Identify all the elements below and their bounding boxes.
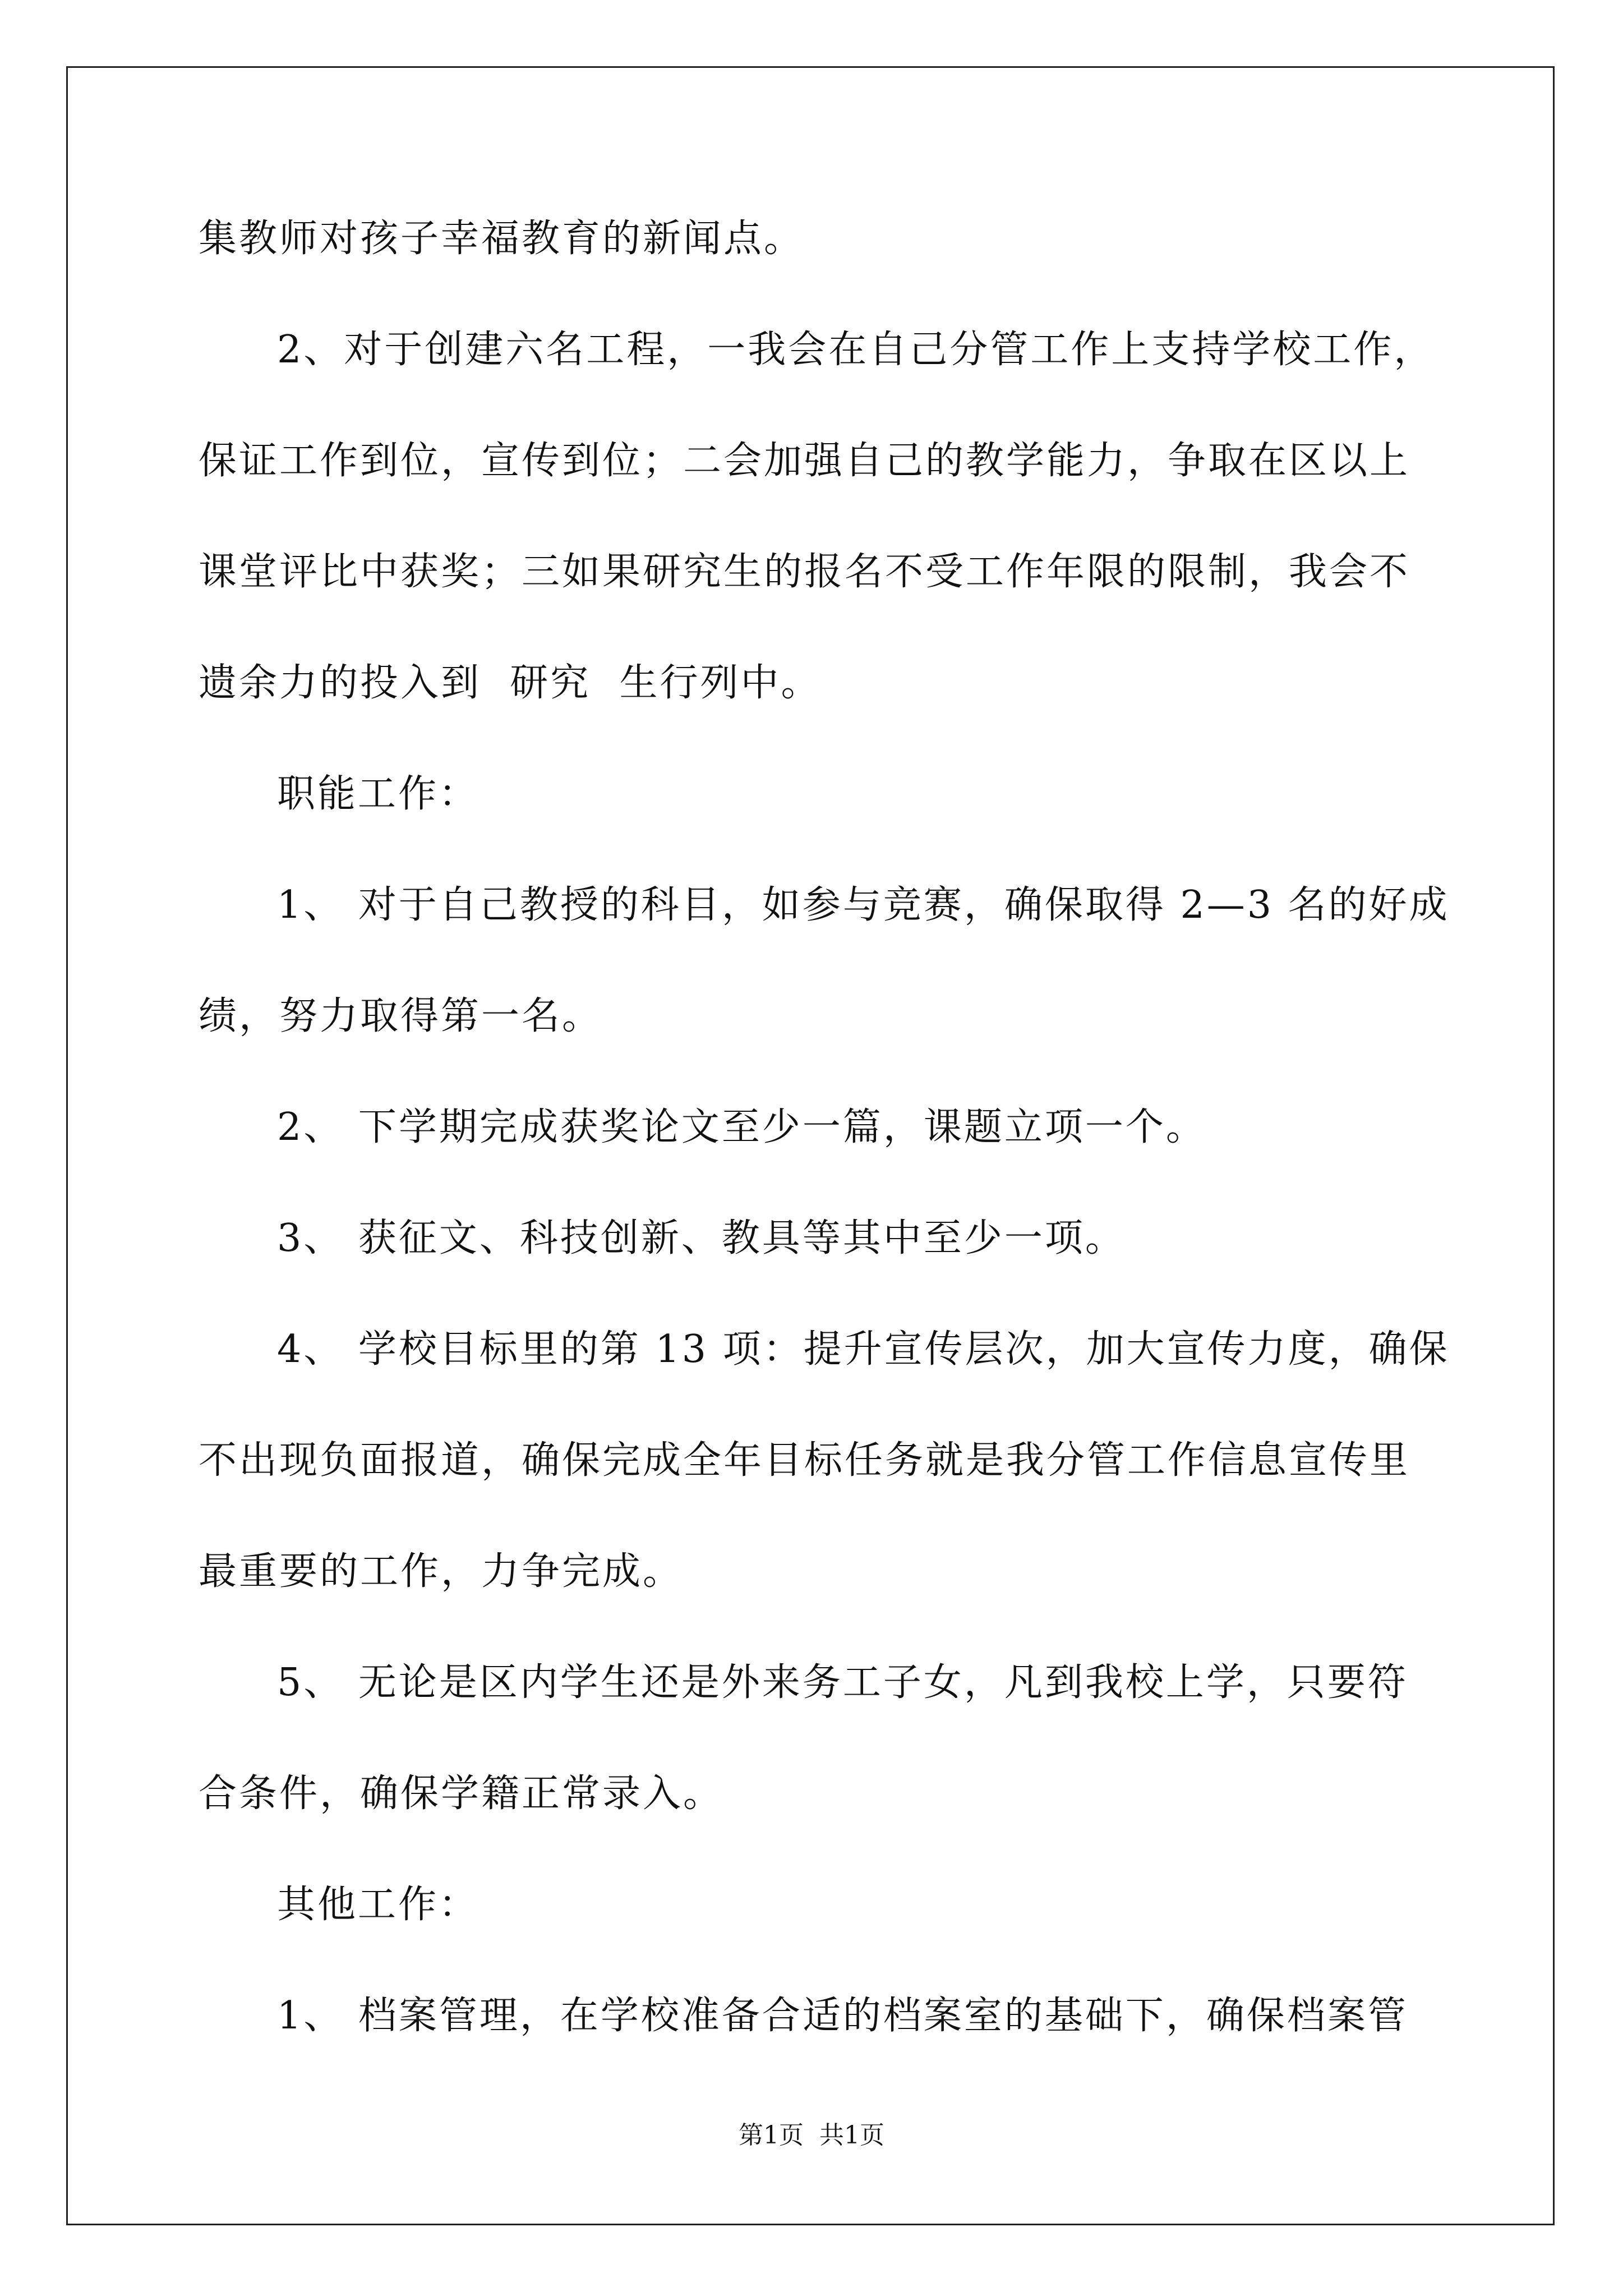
text-line-15: 合条件，确保学籍正常录入。 [199,1772,724,1816]
section-heading-other: 其他工作： [277,1883,479,1927]
text-line-2: 2、对于创建六名工程，一我会在自己分管工作上支持学校工作， [277,328,1435,372]
text-line-17: 1、 档案管理，在学校准备合适的档案室的基础下，确保档案管 [277,1994,1408,2038]
text-line-1: 集教师对孩子幸福教育的新闻点。 [199,217,805,261]
text-line-4: 课堂评比中获奖；三如果研究生的报名不受工作年限的限制，我会不 [199,550,1410,594]
text-line-7: 1、 对于自己教授的科目，如参与竞赛，确保取得 2—3 名的好成 [277,883,1450,927]
text-line-11: 4、 学校目标里的第 13 项：提升宣传层次，加大宣传力度，确保 [277,1327,1450,1372]
section-heading-duties: 职能工作： [277,772,479,816]
text-line-13: 最重要的工作，力争完成。 [199,1549,684,1594]
text-line-8: 绩，努力取得第一名。 [199,994,603,1038]
text-line-9: 2、 下学期完成获奖论文至少一篇，课题立项一个。 [277,1105,1206,1149]
text-line-5: 遗余力的投入到 研究 生行列中。 [199,661,822,705]
text-line-12: 不出现负面报道，确保完成全年目标任务就是我分管工作信息宣传里 [199,1438,1410,1483]
text-line-14: 5、 无论是区内学生还是外来务工子女，凡到我校上学，只要符 [277,1660,1408,1705]
page-number-footer: 第1页 共1页 [739,2121,884,2150]
text-line-10: 3、 获征文、科技创新、教具等其中至少一项。 [277,1216,1126,1260]
text-line-3: 保证工作到位，宣传到位；二会加强自己的教学能力，争取在区以上 [199,439,1410,483]
